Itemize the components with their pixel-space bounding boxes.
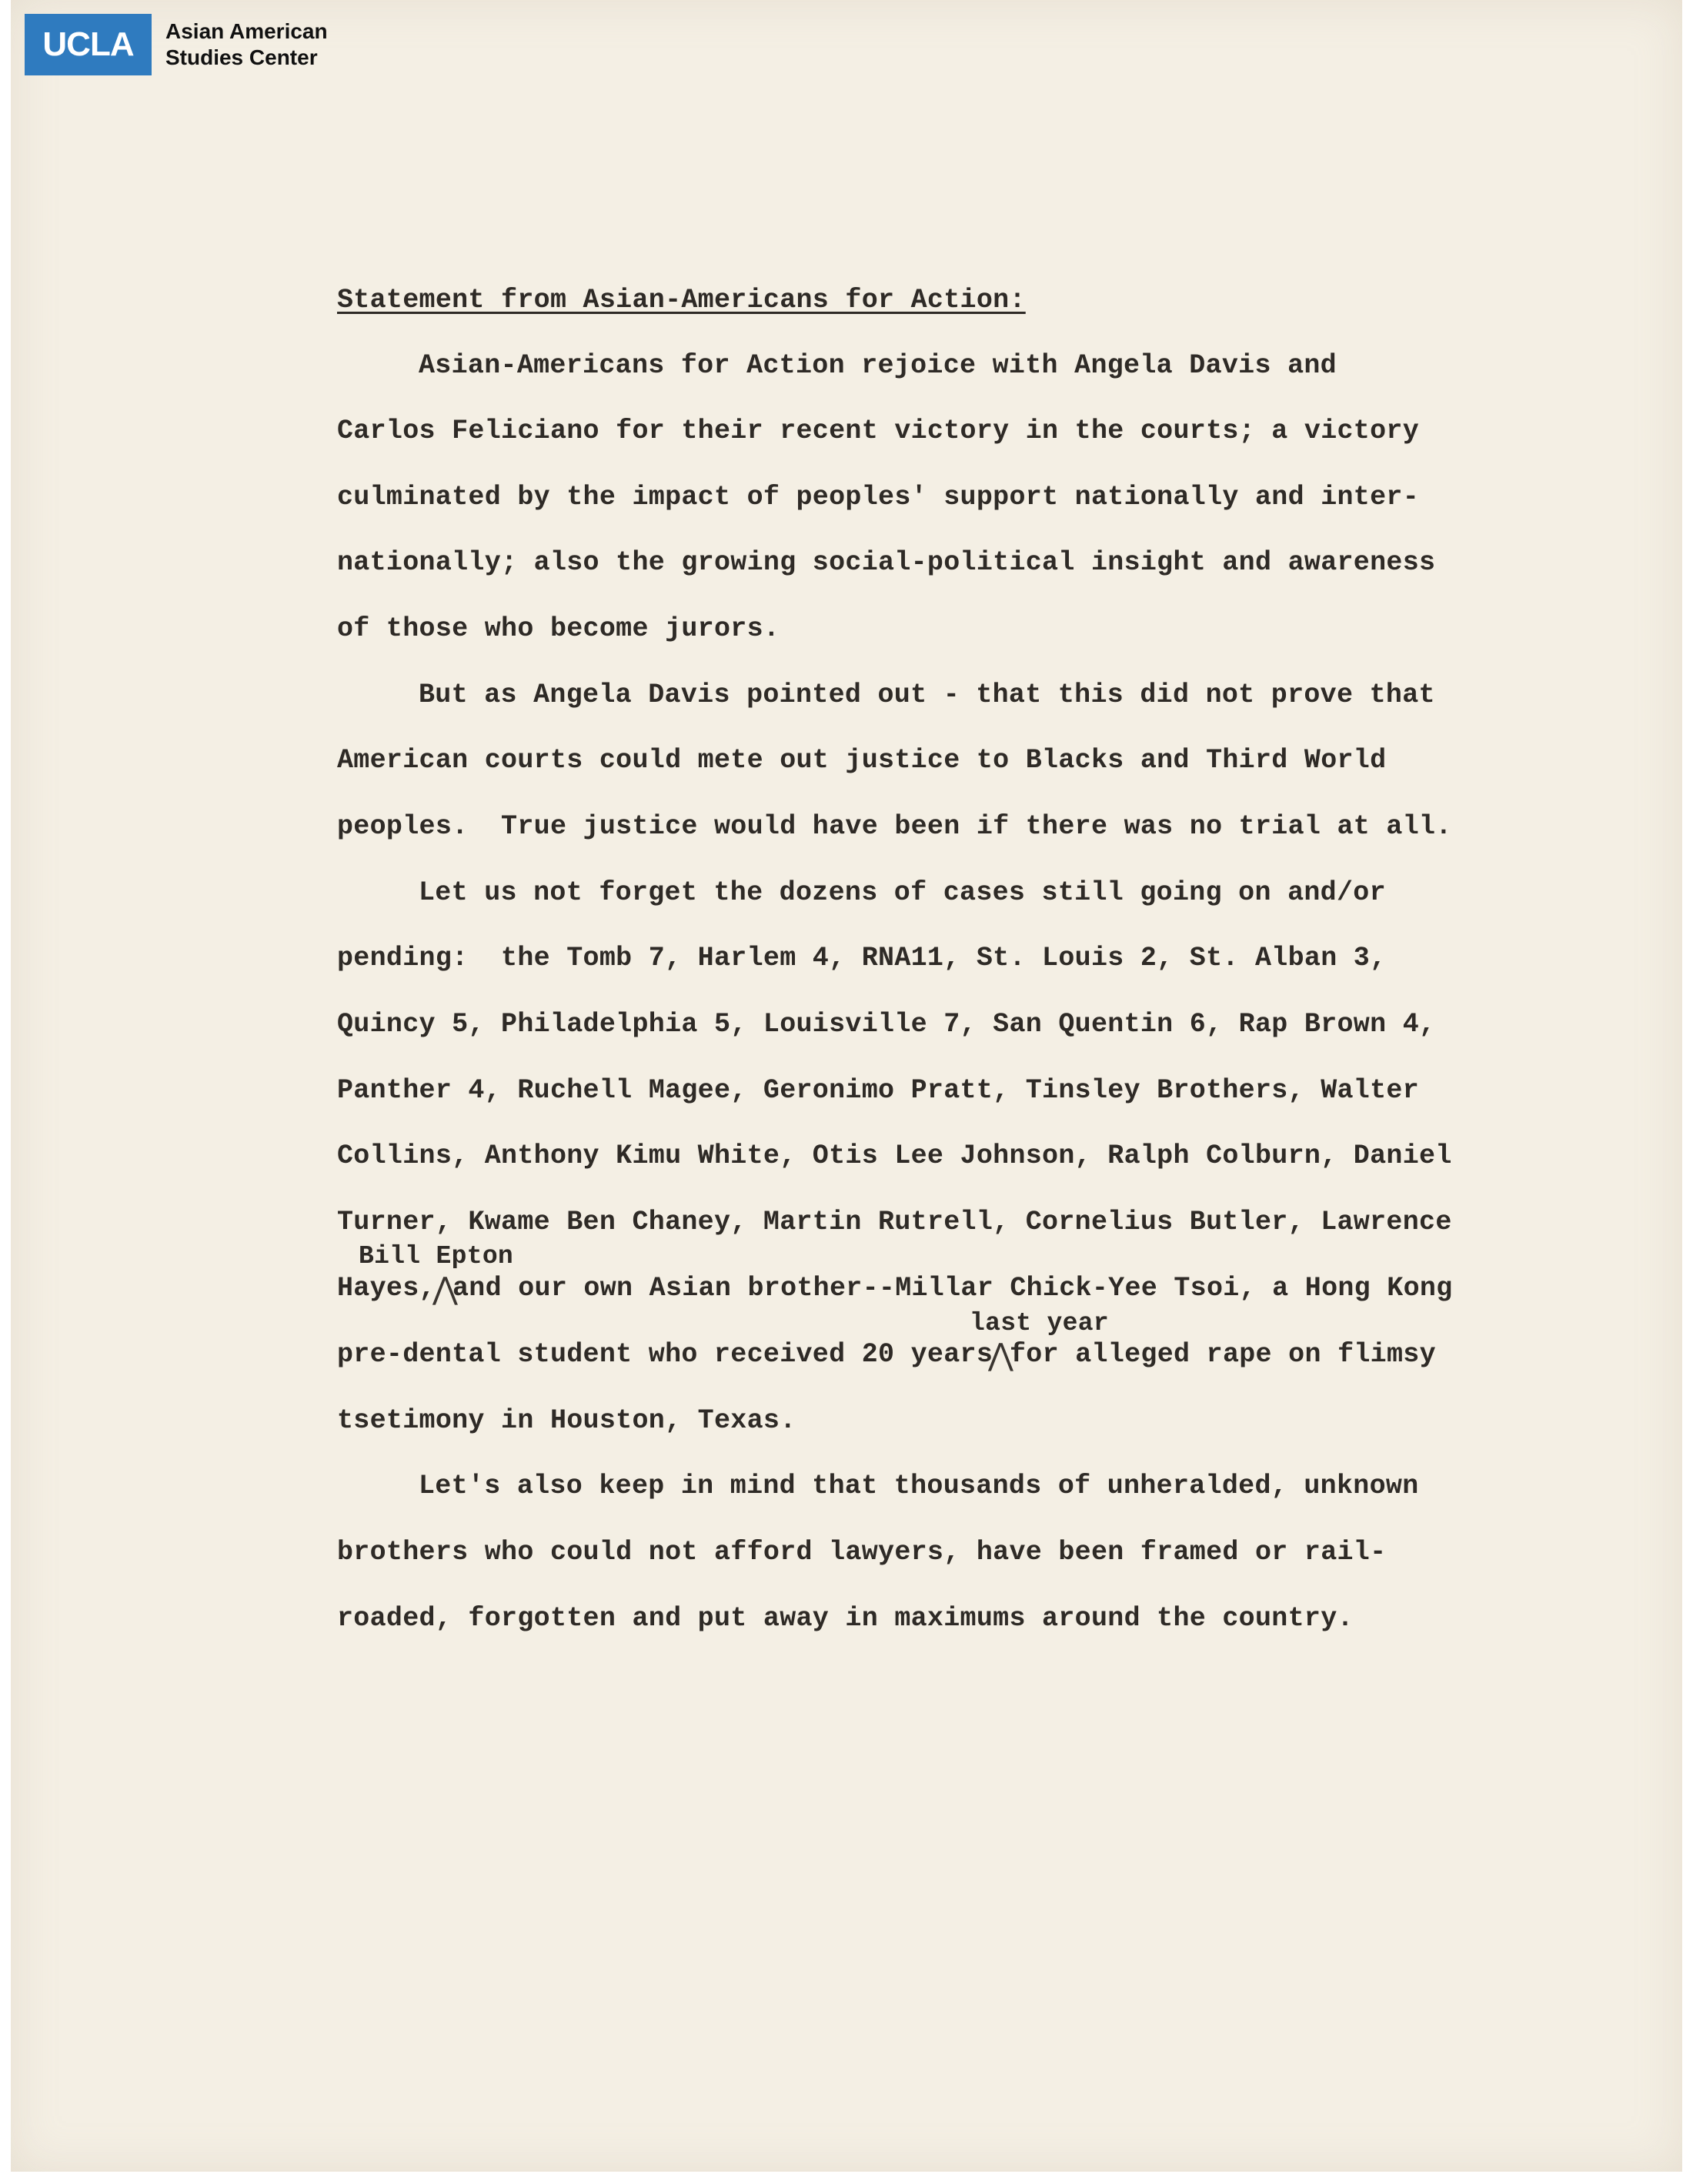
- paragraph-3-line-7b: and our own Asian brother--Millar Chick-Yee Tsoi, a Hong Kong: [452, 1273, 1453, 1304]
- paragraph-4-line-3: roaded, forgotten and put away in maximums around the country.: [337, 1603, 1354, 1634]
- insertion-bill-epton: Bill Epton: [359, 1242, 514, 1271]
- insertion-caret-icon: ⋀: [432, 1271, 458, 1307]
- insertion-last-year: last year: [970, 1309, 1109, 1337]
- paragraph-1-line-4: nationally; also the growing social-political insight and awareness: [337, 547, 1436, 578]
- paragraph-2-line-1: But as Angela Davis pointed out - that this did not prove that: [419, 680, 1435, 710]
- document-page: [11, 0, 1682, 2172]
- insertion-caret-icon: ⋀: [988, 1337, 1013, 1373]
- center-name-line2: Studies Center: [165, 45, 318, 69]
- statement-heading: Statement from Asian-Americans for Action:: [337, 285, 1026, 316]
- paragraph-3-line-3: Quincy 5, Philadelphia 5, Louisville 7, San Quentin 6, Rap Brown 4,: [337, 1009, 1436, 1040]
- paragraph-2-line-3: peoples. True justice would have been if there was no trial at all.: [337, 811, 1452, 842]
- paragraph-3-line-5: Collins, Anthony Kimu White, Otis Lee Johnson, Ralph Colburn, Daniel: [337, 1140, 1452, 1171]
- ucla-badge: UCLA: [25, 14, 152, 75]
- paragraph-1-line-1: Asian-Americans for Action rejoice with Angela Davis and: [419, 350, 1337, 381]
- paragraph-1-line-2: Carlos Feliciano for their recent victory in the courts; a victory: [337, 416, 1420, 446]
- paragraph-4-line-2: brothers who could not afford lawyers, have been framed or rail-: [337, 1537, 1387, 1568]
- paragraph-1-line-3: culminated by the impact of peoples' support nationally and inter-: [337, 482, 1420, 513]
- center-name: [165, 18, 328, 71]
- paragraph-3-line-2: pending: the Tomb 7, Harlem 4, RNA11, St. Louis 2, St. Alban 3,: [337, 943, 1387, 973]
- center-name-line1: Asian American: [165, 19, 328, 43]
- paragraph-3-line-9: tsetimony in Houston, Texas.: [337, 1405, 796, 1436]
- paragraph-3-line-4: Panther 4, Ruchell Magee, Geronimo Pratt, Tinsley Brothers, Walter: [337, 1075, 1420, 1106]
- ucla-aasc-logo: [25, 14, 328, 75]
- paragraph-1-line-5: of those who become jurors.: [337, 613, 780, 644]
- paragraph-3-line-1: Let us not forget the dozens of cases still going on and/or: [419, 877, 1386, 908]
- paragraph-3-line-7a: Hayes,: [337, 1273, 436, 1304]
- paragraph-3-line-6: Turner, Kwame Ben Chaney, Martin Rutrell, Cornelius Butler, Lawrence: [337, 1207, 1452, 1237]
- paragraph-4-line-1: Let's also keep in mind that thousands of unheralded, unknown: [419, 1471, 1419, 1501]
- paragraph-3-line-8b: for alleged rape on flimsy: [1010, 1339, 1436, 1370]
- paragraph-2-line-2: American courts could mete out justice to Blacks and Third World: [337, 745, 1387, 776]
- paragraph-3-line-8a: pre-dental student who received 20 years: [337, 1339, 993, 1370]
